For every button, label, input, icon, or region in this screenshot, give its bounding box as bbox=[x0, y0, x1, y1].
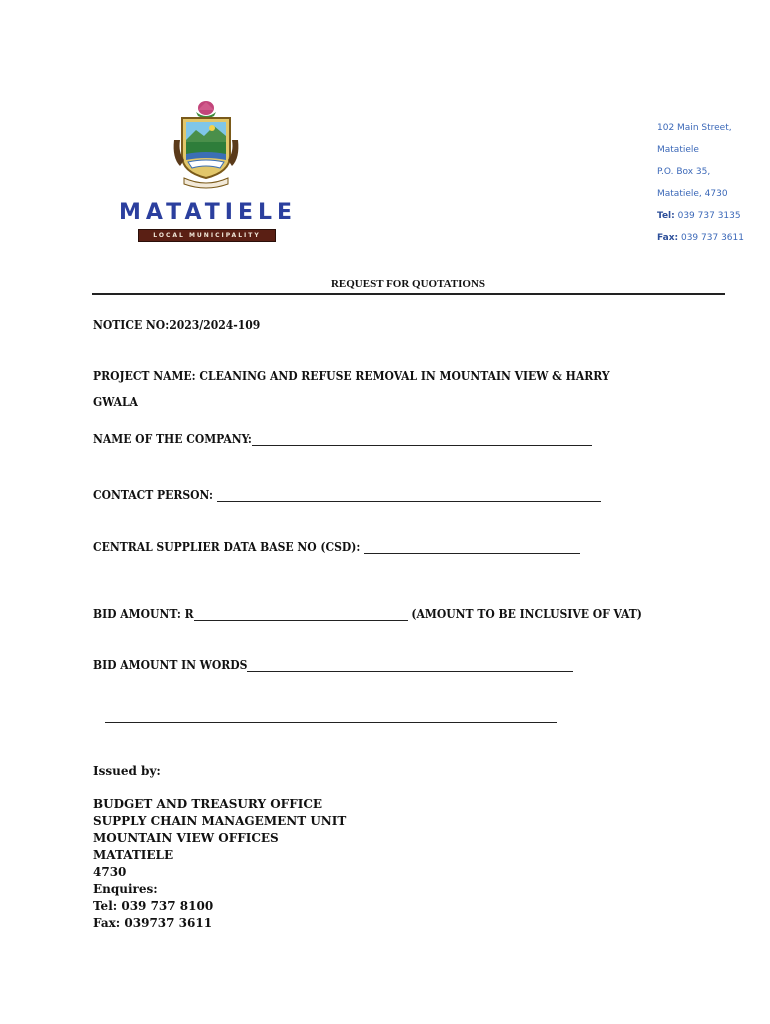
issuer-line: SUPPLY CHAIN MANAGEMENT UNIT bbox=[93, 814, 347, 828]
issuer-line: 4730 bbox=[93, 865, 127, 879]
logo-wordmark: MATATIELE bbox=[118, 200, 298, 225]
address-line-1: 102 Main Street, bbox=[657, 123, 732, 133]
issued-by-block bbox=[93, 796, 346, 932]
document-title: REQUEST FOR QUOTATIONS bbox=[330, 278, 486, 290]
tel-label: Tel: bbox=[657, 211, 675, 221]
tel-number: 039 737 3135 bbox=[677, 211, 741, 221]
company-name-label: NAME OF THE COMPANY: bbox=[93, 432, 252, 446]
fax-label: Fax: bbox=[657, 233, 679, 243]
enquiries-label: Enquires: bbox=[93, 882, 158, 896]
title-rule bbox=[92, 293, 725, 295]
bid-amount-words-blank[interactable] bbox=[247, 659, 573, 672]
municipal-crest-logo bbox=[168, 100, 244, 192]
bid-amount-words-label: BID AMOUNT IN WORDS bbox=[93, 658, 248, 672]
enquiries-tel: Tel: 039 737 8100 bbox=[93, 899, 214, 913]
bid-amount-blank[interactable] bbox=[194, 608, 408, 621]
bid-amount-note: (AMOUNT TO BE INCLUSIVE OF VAT) bbox=[411, 607, 642, 621]
address-line-4: Matatiele, 4730 bbox=[657, 189, 728, 199]
address-line-2: Matatiele bbox=[657, 145, 699, 155]
address-tel bbox=[657, 211, 741, 221]
project-name-line-2: GWALA bbox=[93, 395, 138, 409]
notice-number: NOTICE NO:2023/2024-109 bbox=[93, 318, 261, 332]
contact-person-field bbox=[93, 488, 601, 502]
address-line-3: P.O. Box 35, bbox=[657, 167, 711, 177]
bid-amount-label: BID AMOUNT: R bbox=[93, 607, 194, 621]
issuer-line: BUDGET AND TREASURY OFFICE bbox=[93, 797, 323, 811]
enquiries-fax: Fax: 039737 3611 bbox=[93, 916, 213, 930]
issued-by-heading: Issued by: bbox=[93, 764, 161, 778]
address-fax bbox=[657, 233, 744, 243]
bid-amount-words-extra-line[interactable] bbox=[105, 722, 557, 723]
issuer-line: MATATIELE bbox=[93, 848, 174, 862]
bid-amount-field bbox=[93, 607, 642, 621]
bid-amount-words-field bbox=[93, 658, 573, 672]
contact-person-label: CONTACT PERSON: bbox=[93, 488, 213, 502]
csd-number-label: CENTRAL SUPPLIER DATA BASE NO (CSD): bbox=[93, 540, 361, 554]
fax-number: 039 737 3611 bbox=[680, 233, 744, 243]
issuer-line: MOUNTAIN VIEW OFFICES bbox=[93, 831, 279, 845]
project-name-line-1: PROJECT NAME: CLEANING AND REFUSE REMOVAL IN MOUNTAIN VIEW & HARRY bbox=[93, 369, 610, 383]
csd-number-blank[interactable] bbox=[364, 541, 580, 554]
logo-banner: LOCAL MUNICIPALITY bbox=[138, 229, 276, 242]
csd-number-field bbox=[93, 540, 580, 554]
contact-person-blank[interactable] bbox=[217, 489, 601, 502]
company-name-field bbox=[93, 432, 592, 446]
company-name-blank[interactable] bbox=[252, 433, 592, 446]
